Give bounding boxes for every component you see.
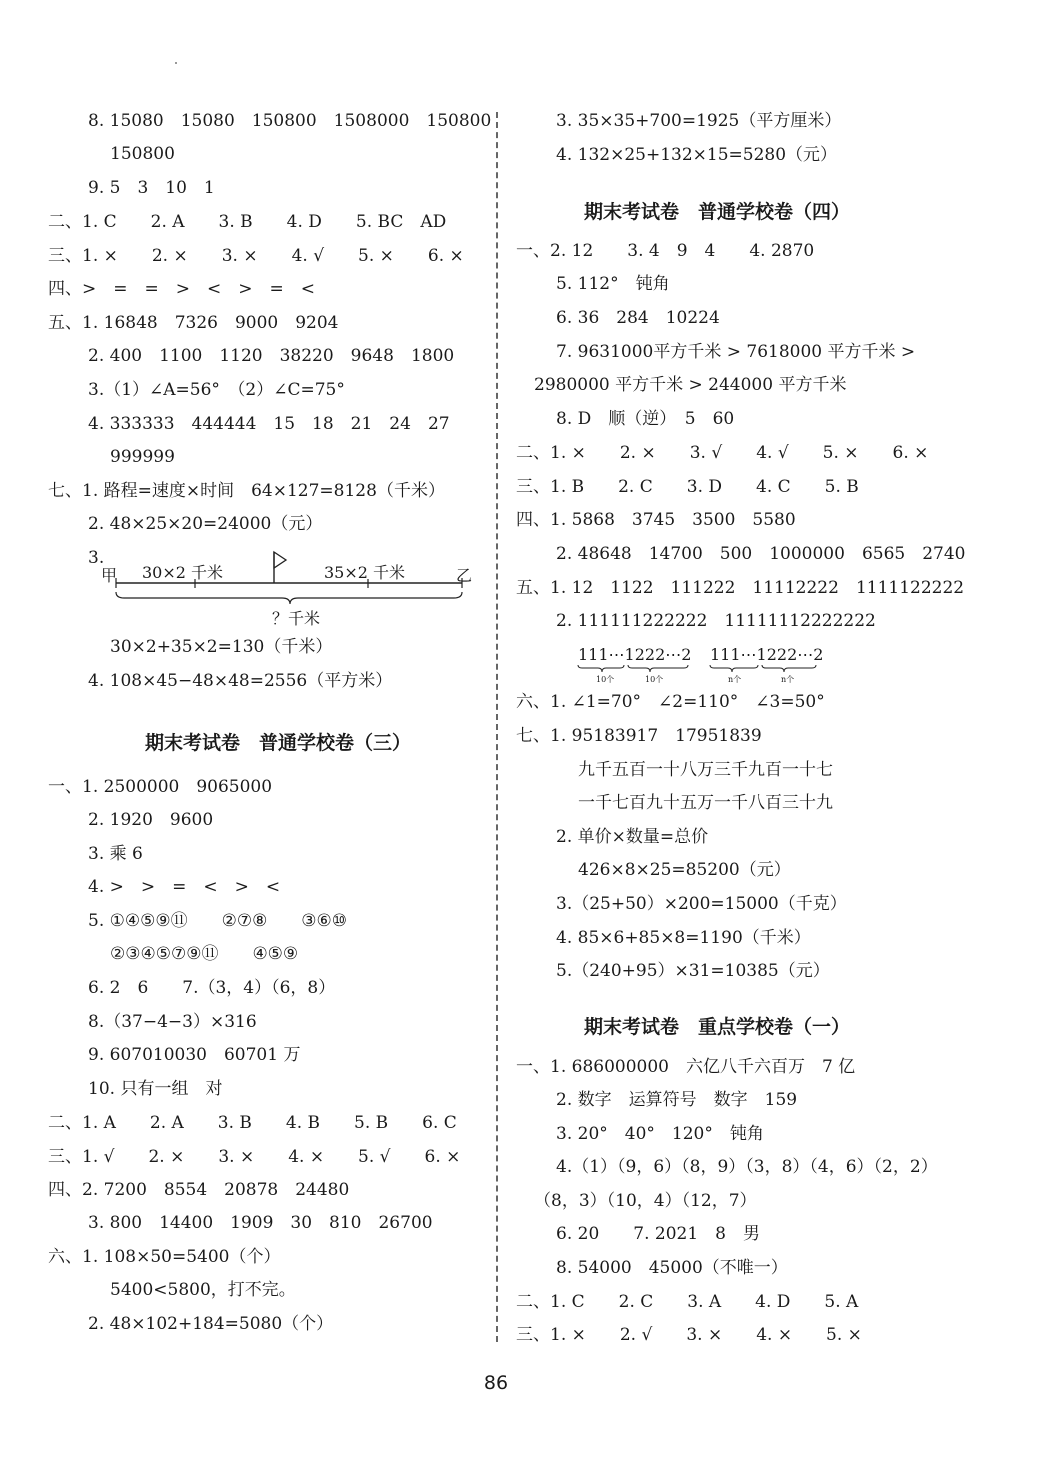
answer-line: 4. 85×6+85×8=1190（千米） xyxy=(556,928,811,948)
answer-line: 6. 20 7. 2021 8 男 xyxy=(556,1224,760,1244)
answer-line: 5. ①④⑤⑨⑪ ②⑦⑧ ③⑥⑩ xyxy=(88,911,348,931)
answer-line: 6. 2 6 7.（3，4）（6，8） xyxy=(88,978,336,998)
answer-line: 8.（37−4−3）×316 xyxy=(88,1012,257,1032)
diagram-end-label: 乙 xyxy=(456,566,473,585)
answer-line: 8. D 顺（逆） 5 60 xyxy=(556,409,735,429)
answer-line: 7. 9631000平方千米 > 7618000 平方千米 > xyxy=(556,342,916,362)
answer-line: 一千七百九十五万一千八百三十九 xyxy=(578,793,833,813)
answer-line: （8，3）（10，4）（12，7） xyxy=(534,1191,757,1211)
answer-line: 30×2+35×2=130（千米） xyxy=(110,637,333,657)
answer-line: 3. 乘 6 xyxy=(88,844,143,864)
diagram-lines xyxy=(100,548,473,608)
diagram-start-label: 甲 xyxy=(101,566,118,585)
diagram-right-segment-label: 35×2 千米 xyxy=(324,563,406,582)
pattern-braces xyxy=(576,664,836,674)
answer-line: 六、1. 108×50=5400（个） xyxy=(48,1247,281,1267)
answer-line: 9. 5 3 10 1 xyxy=(88,178,215,198)
diagram-total-label: ？千米 xyxy=(272,609,321,628)
answer-line: 999999 xyxy=(110,447,175,467)
answer-line: 5400<5800，打不完。 xyxy=(110,1280,296,1300)
answer-line: 5.（240+95）×31=10385（元） xyxy=(556,961,830,981)
pattern-a: 111⋯1222⋯2 xyxy=(578,645,692,664)
answer-line: 三、1. × 2. × 3. × 4. √ 5. × 6. × xyxy=(48,246,464,266)
answer-line: 3. 35×35+700=1925（平方厘米） xyxy=(556,111,842,131)
answer-line: 四、2. 7200 8554 20878 24480 xyxy=(48,1180,350,1200)
answer-line: 2. 1920 9600 xyxy=(88,810,214,830)
answer-line: 三、1. × 2. √ 3. × 4. × 5. × xyxy=(516,1325,862,1345)
answer-line: 2. 111111222222 11111112222222 xyxy=(556,611,876,631)
brace-label: 10个 xyxy=(645,675,664,684)
answer-line: 2980000 平方千米 > 244000 平方千米 xyxy=(534,375,847,395)
answer-line: 2. 48648 14700 500 1000000 6565 2740 xyxy=(556,544,966,564)
answer-line: 五、1. 12 1122 111222 11112222 1111122222 xyxy=(516,578,965,598)
answer-line: 3. 20° 40° 120° 钝角 xyxy=(556,1124,764,1144)
answer-line: 6. 36 284 10224 xyxy=(556,308,720,328)
answer-line: 七、1. 路程=速度×时间 64×127=8128（千米） xyxy=(48,481,445,501)
answer-line: 150800 xyxy=(110,144,175,164)
answer-line: 4. 132×25+132×15=5280（元） xyxy=(556,145,838,165)
brace-label: n个 xyxy=(728,675,742,684)
answer-line: ②③④⑤⑦⑨⑪ ④⑤⑨ xyxy=(110,944,299,964)
answer-line: 六、1. ∠1=70° ∠2=110° ∠3=50° xyxy=(516,692,825,712)
answer-line: 一、1. 686000000 六亿八千六百万 7 亿 xyxy=(516,1057,856,1077)
pattern-b: 111⋯1222⋯2 xyxy=(710,645,824,664)
answer-line: 七、1. 95183917 17951839 xyxy=(516,726,762,746)
answer-line: 9. 607010030 60701 万 xyxy=(88,1045,301,1065)
answer-line: 8. 54000 45000（不唯一） xyxy=(556,1258,788,1278)
answer-line: 一、2. 12 3. 4 9 4 4. 2870 xyxy=(516,241,815,261)
answer-line: 3. 800 14400 1909 30 810 26700 xyxy=(88,1213,433,1233)
answer-line: 四、> = = > < > = < xyxy=(48,279,315,299)
scan-dot xyxy=(175,62,177,64)
section-title: 期末考试卷 普通学校卷（三） xyxy=(145,732,412,754)
answer-line: 五、1. 16848 7326 9000 9204 xyxy=(48,313,339,333)
brace-label: n个 xyxy=(781,675,795,684)
answer-line: 三、1. B 2. C 3. D 4. C 5. B xyxy=(516,477,859,497)
section-title: 期末考试卷 重点学校卷（一） xyxy=(584,1016,851,1038)
answer-line: 二、1. A 2. A 3. B 4. B 5. B 6. C xyxy=(48,1113,457,1133)
answer-line: 2. 400 1100 1120 38220 9648 1800 xyxy=(88,346,455,366)
answer-line: 4.（1）（9，6）（8，9）（3，8）（4，6）（2，2） xyxy=(556,1157,938,1177)
answer-line: 二、1. C 2. C 3. A 4. D 5. A xyxy=(516,1292,859,1312)
brace-label: 10个 xyxy=(596,675,615,684)
answer-line: 四、1. 5868 3745 3500 5580 xyxy=(516,510,796,530)
answer-line: 3.（1）∠A=56° （2）∠C=75° xyxy=(88,380,345,400)
answer-line: 2. 单价×数量=总价 xyxy=(556,827,709,847)
answer-line: 8. 15080 15080 150800 1508000 150800 xyxy=(88,111,492,131)
answer-line: 3. xyxy=(88,548,105,568)
answer-line: 4. 333333 444444 15 18 21 24 27 xyxy=(88,414,450,434)
answer-line: 5. 112° 钝角 xyxy=(556,274,670,294)
column-divider xyxy=(496,112,498,1342)
answer-line: 2. 48×102+184=5080（个） xyxy=(88,1314,334,1334)
answer-line: 10. 只有一组 对 xyxy=(88,1079,223,1099)
answer-line: 4. > > = < > < xyxy=(88,877,281,897)
answer-line: 二、1. × 2. × 3. √ 4. √ 5. × 6. × xyxy=(516,443,929,463)
answer-line: 2. 48×25×20=24000（元） xyxy=(88,514,323,534)
answer-line: 三、1. √ 2. × 3. × 4. × 5. √ 6. × xyxy=(48,1147,461,1167)
answer-line: 九千五百一十八万三千九百一十七 xyxy=(578,760,833,780)
diagram-left-segment-label: 30×2 千米 xyxy=(142,563,224,582)
answer-line: 二、1. C 2. A 3. B 4. D 5. BC AD xyxy=(48,212,447,232)
page-number: 86 xyxy=(483,1372,509,1394)
answer-line: 一、1. 2500000 9065000 xyxy=(48,777,273,797)
answer-line: 2. 数字 运算符号 数字 159 xyxy=(556,1090,798,1110)
answer-line: 4. 108×45−48×48=2556（平方米） xyxy=(88,671,393,691)
answer-line: 426×8×25=85200（元） xyxy=(578,860,791,880)
section-title: 期末考试卷 普通学校卷（四） xyxy=(584,201,851,223)
answer-line: 3.（25+50）×200=15000（千克） xyxy=(556,894,847,914)
